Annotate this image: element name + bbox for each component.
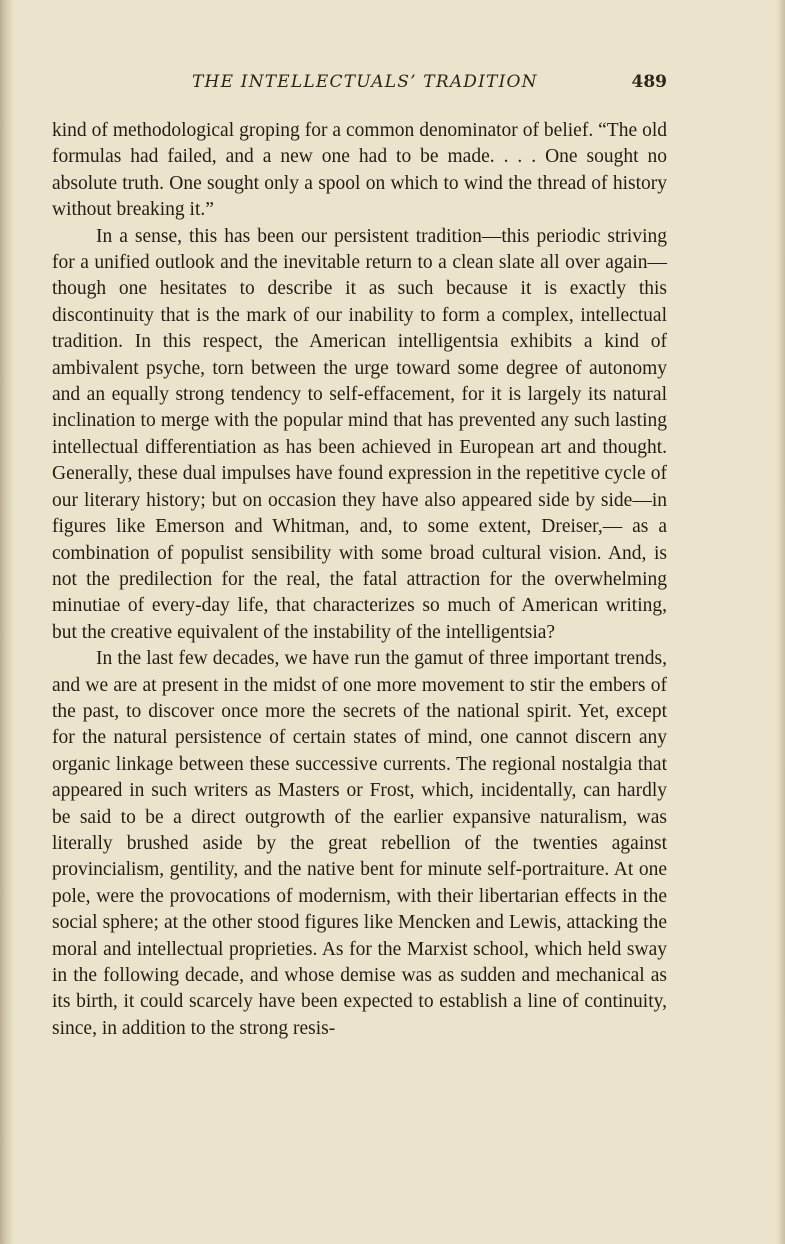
paragraph-2: In a sense, this has been our persistent tradition—this periodic striving for a unified outlook and the inevitable return to a clean slate all over again—though one hesitates to describe it as such because it is exactly this discontinuity that is the mark of our inability to form a complex, intellectual tradition. In this respect, the American intelligentsia exhibits a kind of ambivalent psyche, torn between the urge toward some degree of autonomy and an equally strong tendency to self-effacement, for it is largely its natural inclination to merge with the popular mind that has prevented any such lasting intellectual differentiation as has been achieved in European art and thought. Generally, these dual impulses have found expression in the repetitive cycle of our literary history; but on occasion they have also appeared side by side—in figures like Emerson and Whitman, and, to some extent, Dreiser,— as a combination of populist sensibility with some broad cultural vision. And, is not the predilection for the real, the fatal attraction for the overwhelming minutiae of every-day life, that characterizes so much of American writing, but the creative equivalent of the instability of the intelligentsia? bbox=[52, 225, 667, 643]
page-gutter-shadow bbox=[0, 0, 14, 1244]
body-text bbox=[52, 118, 667, 1042]
running-head bbox=[52, 72, 667, 102]
page-edge-shadow bbox=[775, 0, 785, 1244]
paragraph-3: In the last few decades, we have run the gamut of three important trends, and we are at present in the midst of one more movement to stir the embers of the past, to discover once more the secrets of the national spirit. Yet, except for the natural persistence of certain states of mind, one cannot discern any organic linkage between these successive currents. The regional nostalgia that appeared in such writers as Masters or Frost, which, incidentally, can hardly be said to be a direct outgrowth of the earlier expansive naturalism, was literally brushed aside by the great rebellion of the twenties against provincialism, gentility, and the native bent for minute self-portraiture. At one pole, were the provocations of modernism, with their libertarian effects in the social sphere; at the other stood figures like Mencken and Lewis, attacking the moral and intellectual proprieties. As for the Marxist school, which held sway in the following decade, and whose demise was as sudden and mechanical as its birth, it could scarcely have been expected to establish a line of continuity, since, in addition to the strong resis- bbox=[52, 648, 667, 1039]
page-number: 489 bbox=[631, 72, 667, 92]
running-title: THE INTELLECTUALS’ TRADITION bbox=[192, 72, 538, 92]
paragraph-1: kind of methodological groping for a common denominator of belief. “The old formulas had failed, and a new one had to be made. . . . One sought no absolute truth. One sought only a spool on which to wind the thread of history without breaking it.” bbox=[52, 120, 667, 221]
